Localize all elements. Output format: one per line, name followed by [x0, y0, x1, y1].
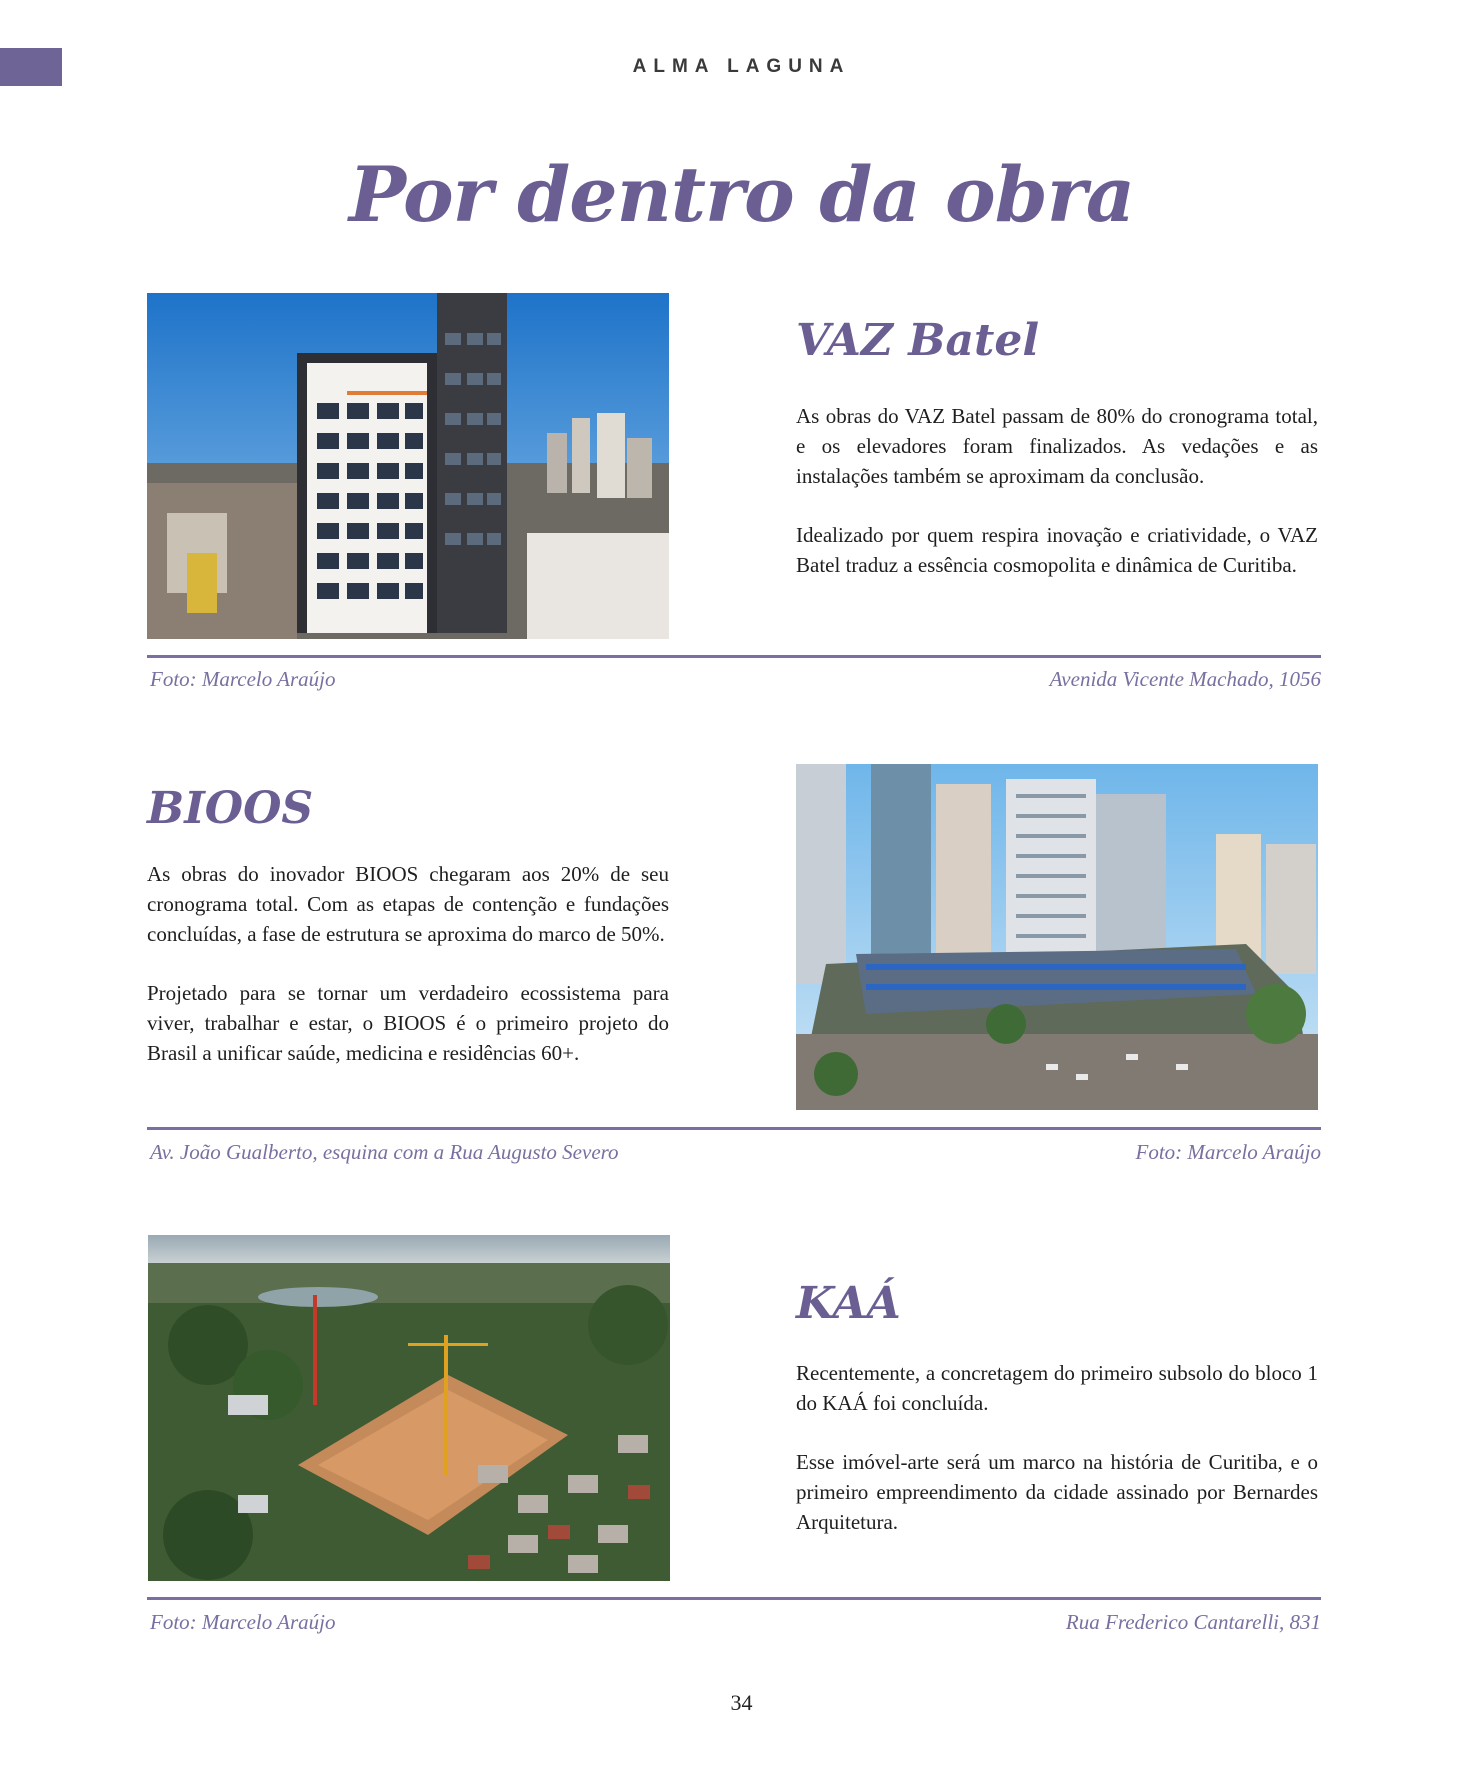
magazine-header: ALMA LAGUNA — [632, 56, 851, 77]
bioos-paragraph: Projetado para se tornar um verdadeiro ecossistema para viver, trabalhar e estar, o BIOOS é o primeiro projeto do Brasil a unificar saúde, medicina e residências 60+. — [147, 981, 669, 1065]
bioos-photo — [796, 764, 1318, 1110]
kaa-address: Rua Frederico Cantarelli, 831 — [1065, 1610, 1321, 1634]
bioos-paragraph: As obras do inovador BIOOS chegaram aos 20% de seu cronograma total. Com as etapas de contenção e fundações concluídas, a fase de estrutura se aproxima do marco de 50%. — [147, 862, 669, 946]
vaz-batel-text — [796, 401, 1318, 609]
kaa-paragraph: Recentemente, a concretagem do primeiro subsolo do bloco 1 do KAÁ foi concluída. — [796, 1361, 1318, 1415]
kaa-photo-credit: Foto: Marcelo Araújo — [150, 1610, 336, 1634]
section-divider — [147, 655, 1321, 658]
vaz-batel-address: Avenida Vicente Machado, 1056 — [1049, 667, 1321, 691]
kaa-text — [796, 1358, 1318, 1566]
vaz-batel-paragraph: As obras do VAZ Batel passam de 80% do cronograma total, e os elevadores foram finalizados. As vedações e as instalações também se aproximam da conclusão. — [796, 404, 1318, 488]
kaa-photo — [148, 1235, 670, 1581]
page-number: 34 — [730, 1690, 753, 1715]
section-divider — [147, 1127, 1321, 1130]
page-title: Por dentro da obra — [348, 150, 1135, 239]
vaz-batel-paragraph: Idealizado por quem respira inovação e criatividade, o VAZ Batel traduz a essência cosmopolita e dinâmica de Curitiba. — [796, 523, 1318, 577]
section-divider — [147, 1597, 1321, 1600]
vaz-batel-title: VAZ Batel — [796, 315, 1040, 366]
vaz-batel-photo-credit: Foto: Marcelo Araújo — [150, 667, 336, 691]
kaa-title: KAÁ — [796, 1278, 901, 1329]
bioos-photo-credit: Foto: Marcelo Araújo — [1135, 1140, 1321, 1164]
kaa-paragraph: Esse imóvel-arte será um marco na história de Curitiba, e o primeiro empreendimento da cidade assinado por Bernardes Arquitetura. — [796, 1450, 1318, 1534]
vaz-batel-photo — [147, 293, 669, 639]
bioos-title: BIOOS — [147, 783, 314, 834]
bioos-address: Av. João Gualberto, esquina com a Rua Augusto Severo — [150, 1140, 619, 1164]
bioos-text — [147, 859, 669, 1097]
